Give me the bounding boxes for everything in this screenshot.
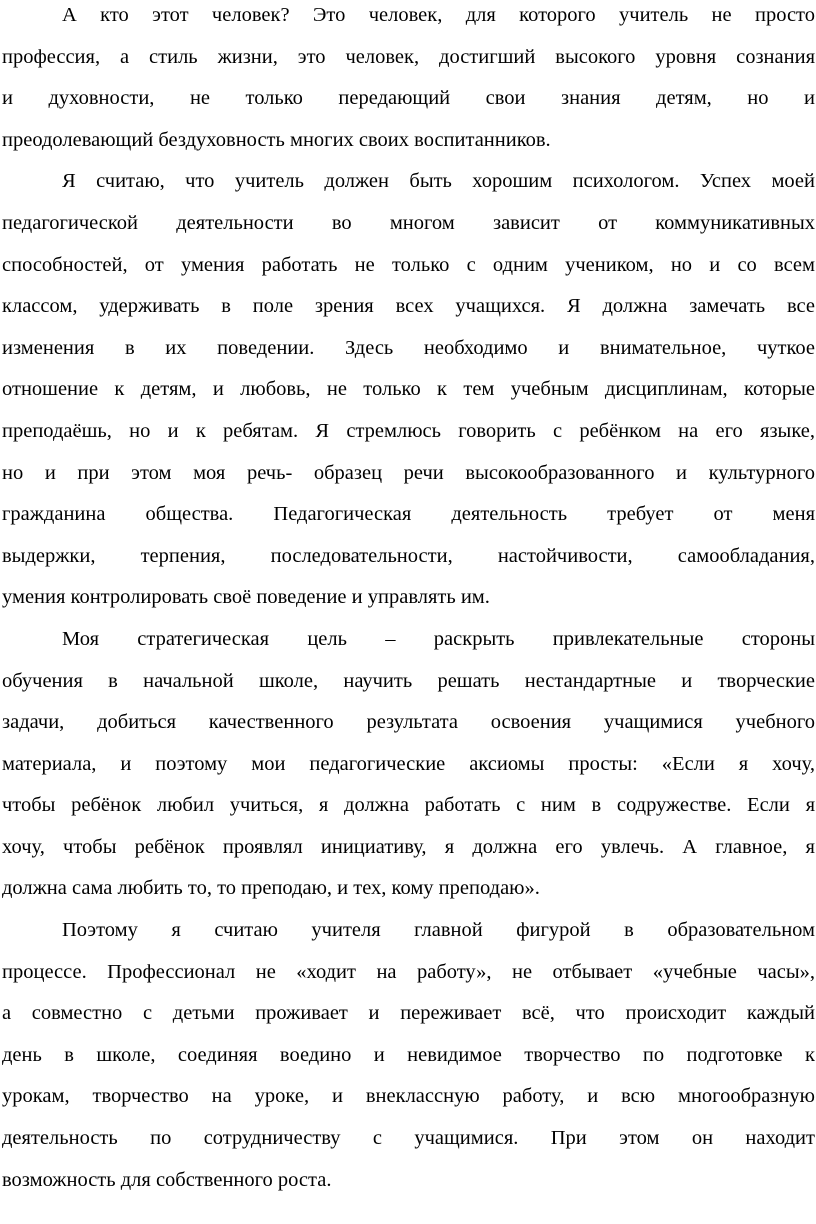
text-line: но и при этом моя речь- образец речи высокообразованного и культурного: [2, 461, 815, 484]
text-line: а совместно с детьми проживает и переживает всё, что происходит каждый: [2, 1002, 815, 1025]
text-line: выдержки, терпения, последовательности, настойчивости, самообладания,: [2, 544, 815, 567]
text-line: умения контролировать своё поведение и управлять им.: [2, 586, 490, 609]
text-line: способностей, от умения работать не только с одним учеником, но и со всем: [2, 253, 815, 276]
text-line: и духовности, не только передающий свои знания детям, но и: [2, 87, 815, 110]
text-line: классом, удерживать в поле зрения всех учащихся. Я должна замечать все: [2, 295, 815, 318]
text-line: А кто этот человек? Это человек, для которого учитель не просто: [62, 4, 815, 26]
text-line: преподаёшь, но и к ребятам. Я стремлюсь говорить с ребёнком на его языке,: [2, 419, 815, 442]
text-line: урокам, творчество на уроке, и внеклассную работу, и всю многообразную: [2, 1085, 815, 1108]
paragraph-4: [2, 910, 815, 1201]
text-line: изменения в их поведении. Здесь необходимо и внимательное, чуткое: [2, 336, 815, 359]
text-line: процессе. Профессионал не «ходит на работу», не отбывает «учебные часы»,: [2, 960, 815, 983]
text-line: отношение к детям, и любовь, не только к тем учебным дисциплинам, которые: [2, 378, 815, 401]
text-line: профессия, а стиль жизни, это человек, достигший высокого уровня сознания: [2, 45, 815, 68]
text-line: материала, и поэтому мои педагогические аксиомы просты: «Если я хочу,: [2, 752, 815, 775]
text-line: день в школе, соединяя воедино и невидимое творчество по подготовке к: [2, 1043, 815, 1066]
text-line: Моя стратегическая цель – раскрыть привлекательные стороны: [62, 627, 815, 650]
text-line: чтобы ребёнок любил учиться, я должна работать с ним в содружестве. Если я: [2, 794, 815, 817]
text-line: хочу, чтобы ребёнок проявлял инициативу, я должна его увлечь. А главное, я: [2, 835, 815, 858]
text-line: деятельность по сотрудничеству с учащимися. При этом он находит: [2, 1127, 815, 1150]
text-line: Я считаю, что учитель должен быть хорошим психологом. Успех моей: [62, 170, 815, 193]
text-line: гражданина общества. Педагогическая деятельность требует от меня: [2, 503, 815, 526]
text-line: Поэтому я считаю учителя главной фигурой в образовательном: [62, 919, 815, 942]
paragraph-3: [2, 619, 815, 910]
text-line: обучения в начальной школе, научить решать нестандартные и творческие: [2, 669, 815, 692]
paragraph-1: [2, 0, 815, 161]
text-line: возможность для собственного роста.: [2, 1168, 332, 1191]
text-line: преодолевающий бездуховность многих своих воспитанников.: [2, 128, 551, 151]
text-line: задачи, добиться качественного результата освоения учащимися учебного: [2, 711, 815, 734]
paragraph-2: [2, 161, 815, 619]
text-line: должна сама любить то, то преподаю, и тех, кому преподаю».: [2, 877, 540, 900]
text-line: педагогической деятельности во многом зависит от коммуникативных: [2, 211, 815, 234]
